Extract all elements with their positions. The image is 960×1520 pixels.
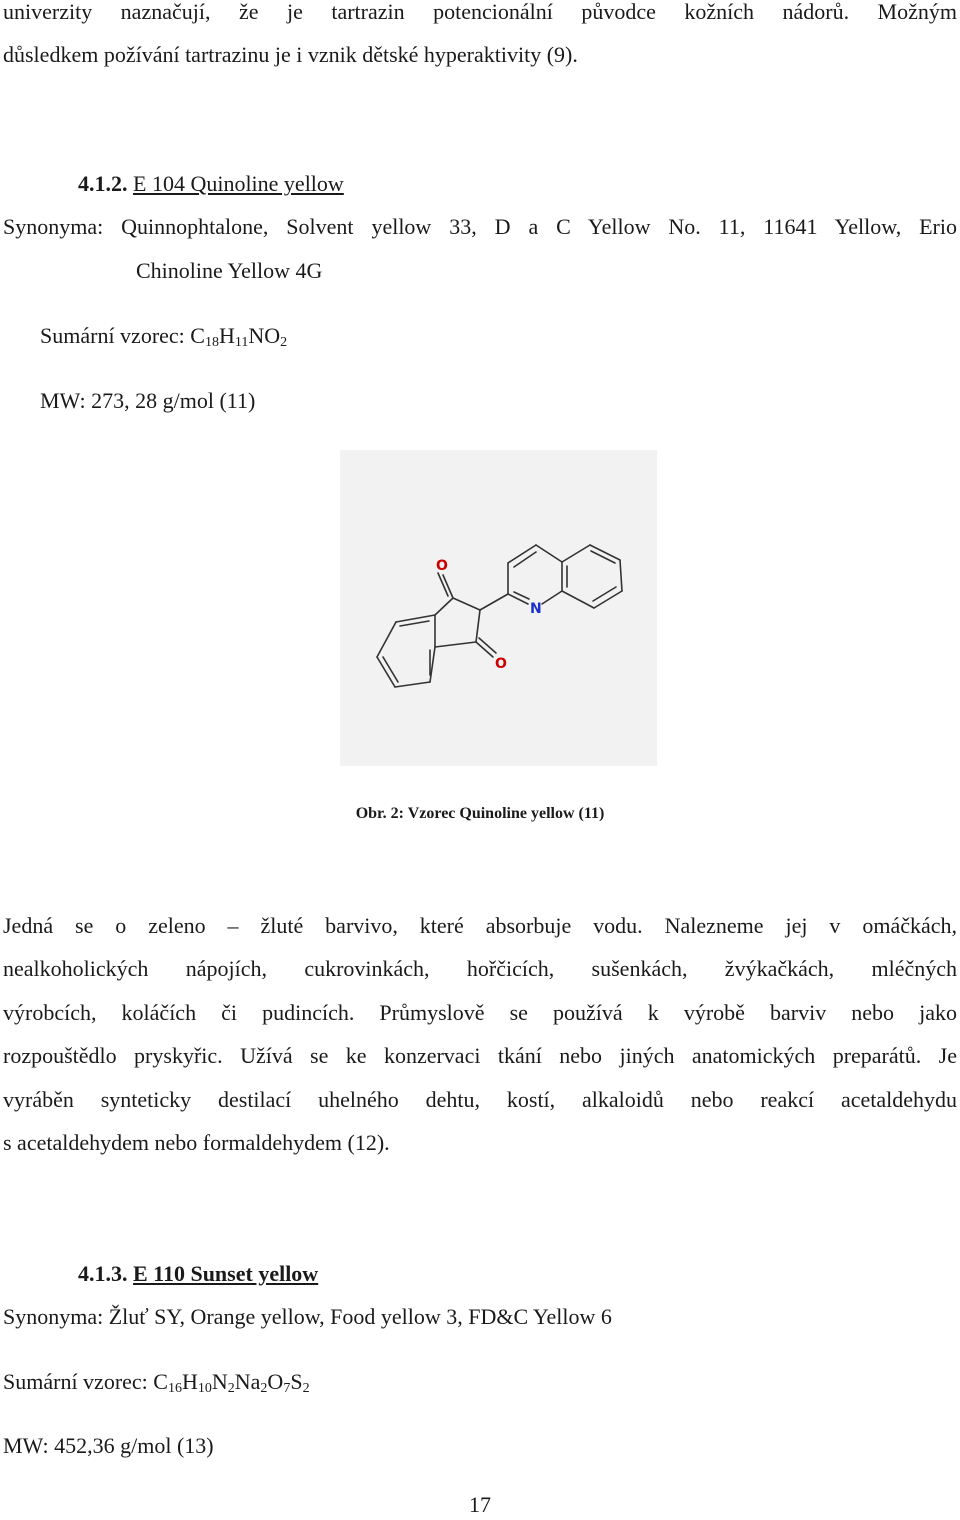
atom-oxygen-top: O [436,558,448,574]
formula-o-count: 7 [283,1381,291,1396]
section-413-title: E 110 Sunset yellow [133,1261,319,1286]
figure-caption-text: Obr. 2: Vzorec Quinoline yellow (11) [355,805,605,822]
section-413-heading [78,1259,318,1289]
formula-o-count: 2 [280,335,288,350]
intro-line-1: univerzity naznačují, že je tartrazin potencionální původce kožních nádorů. Možným [3,0,957,24]
atom-nitrogen: N [530,601,542,617]
formula-c-count: 18 [204,335,219,350]
formula-s: S [290,1369,303,1394]
section-412-title: E 104 Quinoline yellow [133,171,344,196]
section-413-number: 4.1.3. [78,1261,128,1286]
section-412-synonyms-line-1: Synonyma: Quinnophtalone, Solvent yellow 33, D a C Yellow No. 11, 11641 Yellow, Erio [3,214,957,239]
formula-c-count: 16 [167,1381,182,1396]
formula-no: NO [248,323,281,348]
formula-na-count: 2 [260,1381,268,1396]
para-line-5: vyráběn synteticky destilací uhelného dehtu, kostí, alkaloidů nebo reakcí acetaldehydu [3,1087,957,1112]
figure-caption [0,803,960,825]
formula-label: Sumární vzorec: [3,1369,154,1394]
structure-figure [340,450,657,766]
section-412-synonyms-line-2: Chinoline Yellow 4G [136,258,323,283]
para-line-6: s acetaldehydem nebo formaldehydem (12). [3,1130,390,1155]
formula-h-count: 10 [197,1381,212,1396]
formula-c: C [153,1369,168,1394]
formula-h: H [181,1369,198,1394]
formula-n: N [211,1369,228,1394]
section-412-mw: MW: 273, 28 g/mol (11) [40,388,256,413]
section-412-heading [78,169,344,199]
para-line-3: výrobcích, koláčích či pudincích. Průmyslově se používá k výrobě barviv nebo jako [3,1000,957,1025]
para-line-2: nealkoholických nápojích, cukrovinkách, hořčicích, sušenkách, žvýkačkách, mléčných [3,956,957,981]
formula-s-count: 2 [302,1381,310,1396]
quinoline-yellow-structure [340,450,657,766]
formula-h-count: 11 [234,335,249,350]
section-413-formula [3,1367,310,1397]
section-413-synonyms: Synonyma: Žluť SY, Orange yellow, Food yellow 3, FD&C Yellow 6 [3,1304,612,1329]
formula-o: O [267,1369,284,1394]
formula-na: Na [234,1369,261,1394]
intro-line-2: důsledkem požívání tartrazinu je i vznik dětské hyperaktivity (9). [3,42,578,67]
atom-oxygen-bottom: O [495,656,507,672]
section-412-formula [40,321,287,351]
formula-n-count: 2 [227,1381,235,1396]
formula-label: Sumární vzorec: [40,323,191,348]
section-412-number: 4.1.2. [78,171,128,196]
formula-h: H [218,323,235,348]
section-413-mw: MW: 452,36 g/mol (13) [3,1433,214,1458]
para-line-4: rozpouštědlo pryskyřic. Užívá se ke konzervaci tkání nebo jiných anatomických preparátů. Je [3,1043,957,1068]
formula-c: C [190,323,205,348]
para-line-1: Jedná se o zeleno – žluté barvivo, které absorbuje vodu. Nalezneme jej v omáčkách, [3,913,957,938]
page-number: 17 [469,1492,491,1517]
